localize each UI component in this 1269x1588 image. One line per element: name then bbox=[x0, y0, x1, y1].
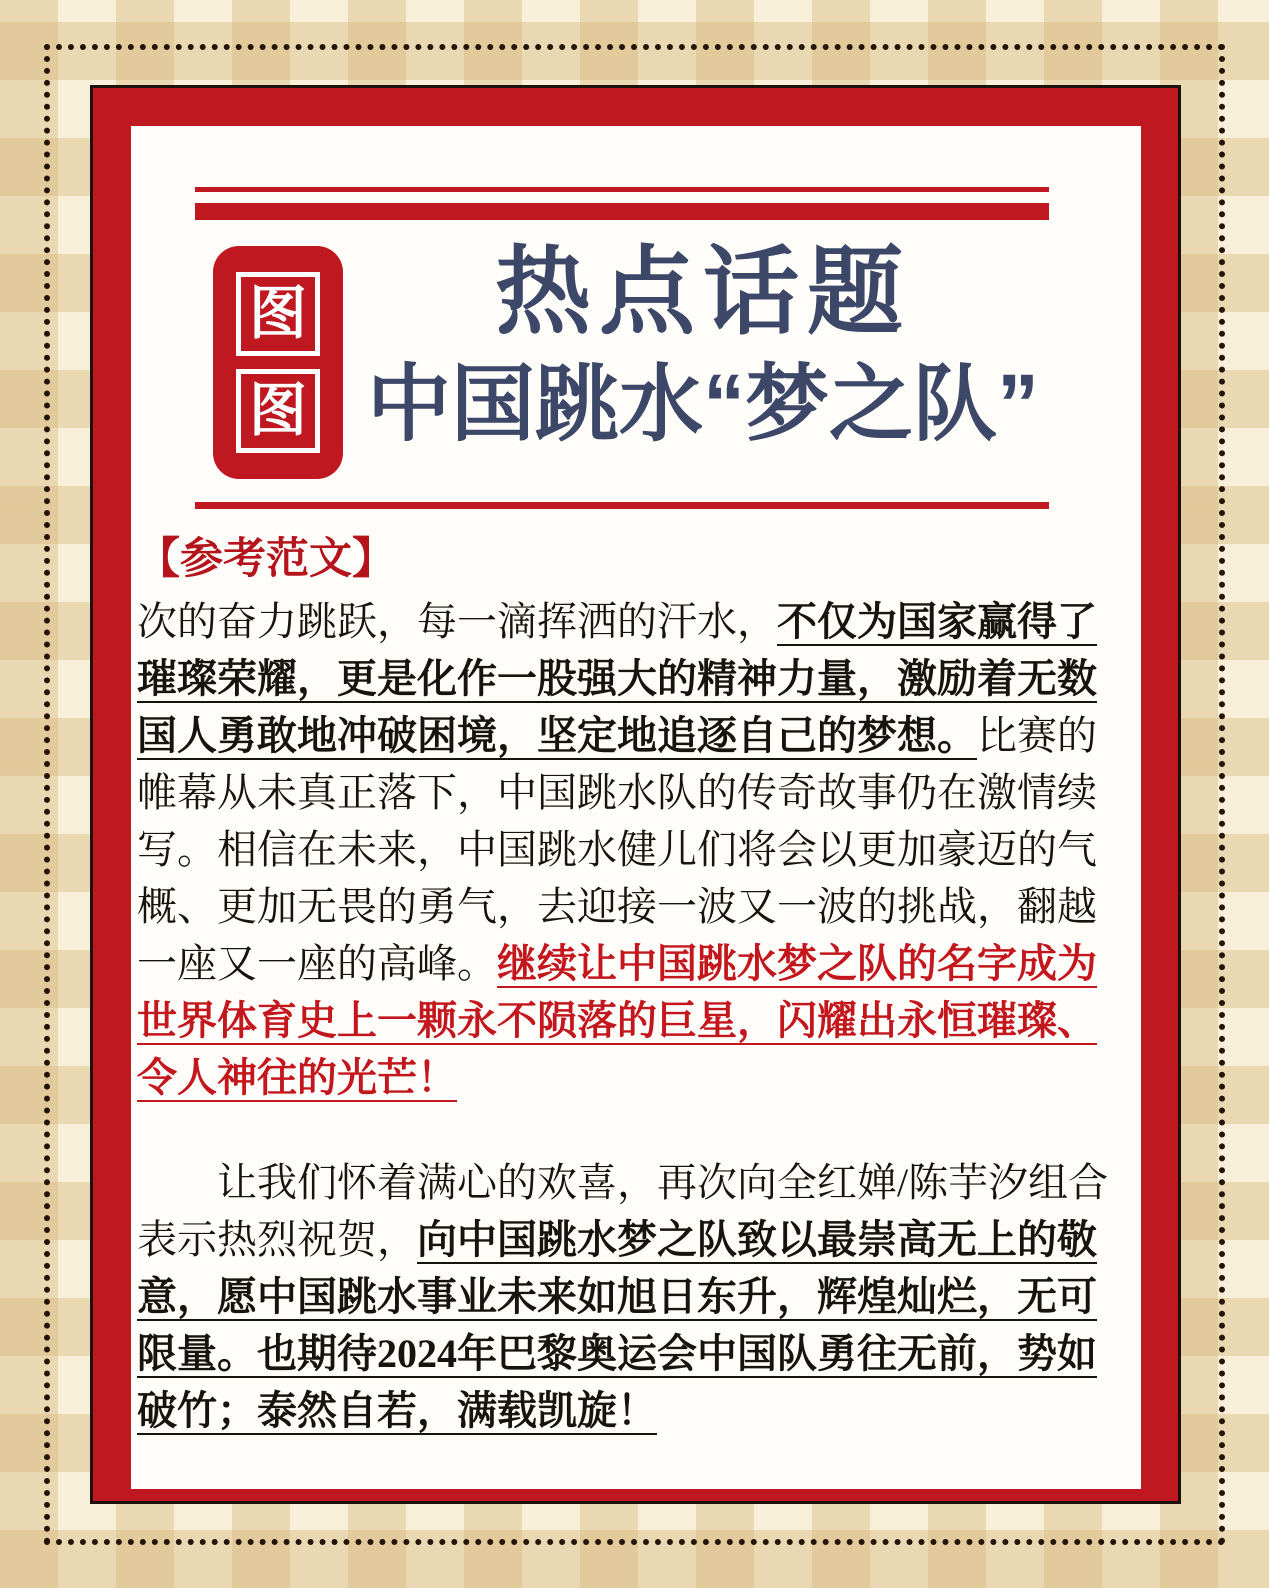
text-segment-normal: 次的奋力跳跃，每一滴挥洒的汗水， bbox=[137, 599, 777, 644]
page-subtitle: 中国跳水“梦之队” bbox=[366, 357, 1039, 451]
article-body bbox=[137, 593, 1135, 1439]
header-rules bbox=[195, 187, 1049, 220]
section-label: 【参考范文】 bbox=[137, 536, 395, 583]
text-segment-normal: 让我们怀着满心的欢喜，再次向全红婵/陈芋汐组合表示热烈祝贺， bbox=[137, 1160, 1109, 1262]
page-title: 热点话题 bbox=[495, 239, 911, 346]
title-divider-rule bbox=[195, 502, 1049, 509]
paragraph bbox=[137, 1154, 1135, 1439]
text-segment-normal: 比赛的帷幕从未真正落下，中国跳水队的传奇故事仍在激情续写。相信在未来，中国跳水健儿们将会以更加豪迈的气概、更加无畏的勇气，去迎接一波又一波的挑战，翻越一座又一座的高峰。 bbox=[137, 713, 1097, 986]
text-segment-bold_underline: 向中国跳水梦之队致以最崇高无上的敬意，愿中国跳水事业未来如旭日东升，辉煌灿烂，无可限量。也期待2024年巴黎奥运会中国队勇往无前，势如破竹；泰然自若，满载凯旋！ bbox=[137, 1217, 1097, 1433]
content-card bbox=[93, 88, 1178, 1501]
logo-character: 图 bbox=[248, 281, 307, 346]
logo-character: 图 bbox=[248, 378, 307, 443]
titles bbox=[281, 239, 1125, 451]
text-segment-bold_underline: 不仅为国家赢得了璀璨荣耀，更是化作一股强大的精神力量，激励着无数国人勇敢地冲破困境，坚定地追逐自己的梦想。 bbox=[137, 599, 1097, 758]
header bbox=[131, 239, 1141, 480]
header-rule-thick bbox=[195, 203, 1049, 220]
header-rule-thin bbox=[195, 187, 1049, 192]
paragraph bbox=[137, 593, 1135, 1106]
text-segment-red_bold_underline: 继续让中国跳水梦之队的名字成为世界体育史上一颗永不陨落的巨星，闪耀出永恒璀璨、令人神往的光芒！ bbox=[137, 941, 1097, 1100]
